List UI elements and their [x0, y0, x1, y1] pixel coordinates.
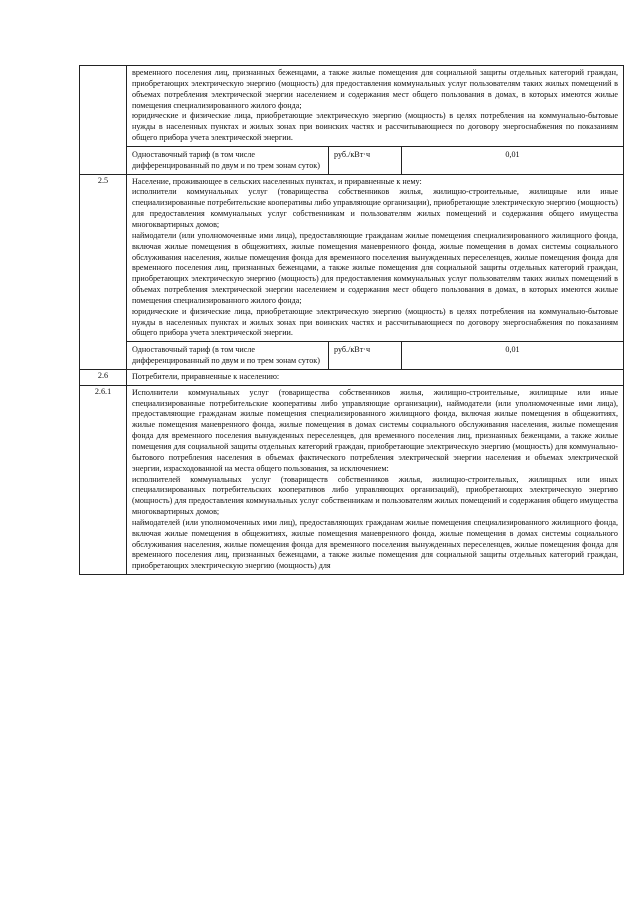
- row-content: [127, 66, 624, 175]
- paragraph: исполнители коммунальных услуг (товарищества собственников жилья, жилищно-строительные, жилищные или иные специализированные потребительские кооперативы либо управляющие организации), приобретающие электрическую энергию (мощность) для предоставления коммунальных услуг собственникам и пользователям жилых помещений и содержания общего имущества многоквартирных домов;: [132, 187, 618, 229]
- paragraph: Население, проживающее в сельских населенных пунктах, и приравненные к нему:: [132, 176, 422, 186]
- tariff-unit: руб./кВт·ч: [329, 342, 402, 369]
- row-content: [127, 174, 624, 369]
- table-row: [80, 174, 624, 369]
- description-text: [127, 66, 623, 146]
- paragraph: юридические и физические лица, приобретающие электрическую энергию (мощность) в целях потребления на коммунально-бытовые нужды в населенных пунктах и жилых зонах при воинских частях и рассчитывающиеся по договору энергоснабжения по показаниям общего прибора учета электрической энергии.: [132, 306, 618, 338]
- tariff-value: 0,01: [402, 342, 624, 369]
- tariff-value: 0,01: [402, 146, 624, 173]
- tariff-name: Одноставочный тариф (в том числе дифференцированный по двум и по трем зонам суток): [127, 146, 329, 173]
- paragraph: наймодатели (или уполномоченные ими лица), предоставляющие гражданам жилые помещения специализированного жилищного фонда, включая жилые помещения в общежитиях, жилые помещения маневренного фонда, жилые помещения в домах системы социального обслуживания населения, жилые помещения фонда для временного поселения вынужденных переселенцев, жилые помещения фонда для временного поселения лиц, признанных беженцами, а также жилые помещения для социальной защиты отдельных категорий граждан, приобретающих электрическую энергию (мощность) для предоставления коммунальных услуг пользователям таких жилых помещений в объемах потребления электрической энергии населением и содержания мест общего пользования в домах, в которых имеются жилые помещения специализированного жилого фонда;: [132, 230, 618, 305]
- tariff-subtable: [127, 146, 623, 174]
- tariff-subtable: [127, 341, 623, 369]
- table-row: [80, 385, 624, 574]
- tariff-table: [79, 65, 624, 575]
- description-text: [127, 175, 623, 342]
- paragraph: исполнителей коммунальных услуг (товариществ собственников жилья, жилищно-строительных, жилищных или иных специализированных потребительских кооперативов либо управляющих организаций), приобретающих электрическую энергию (мощность) для предоставления коммунальных услуг собственникам и пользователям жилых помещений и содержания общего имущества многоквартирных домов;: [132, 474, 618, 517]
- row-number: 2.6: [80, 369, 127, 385]
- row-number: [80, 66, 127, 175]
- tariff-row: [127, 342, 623, 369]
- table-row: [80, 66, 624, 175]
- paragraph: временного поселения лиц, признанных беженцами, а также жилые помещения для социальной защиты отдельных категорий граждан, приобретающих электрическую энергию (мощность) для предоставления коммунальных услуг пользователям таких жилых помещений в объемах потребления электрической энергии населением и содержания мест общего пользования в домах, в которых имеются жилые помещения специализированного жилого фонда;: [132, 68, 618, 110]
- row-content: [127, 385, 624, 574]
- table-row: [80, 369, 624, 385]
- paragraph: Потребители, приравненные к населению:: [132, 371, 280, 381]
- paragraph: Исполнители коммунальных услуг (товарищества собственников жилья, жилищно-строительные, жилищные или иные специализированные потребительские кооперативы либо управляющие организации), наймодатели (или уполномоченные ими лица), предоставляющие гражданам жилые помещения специализированного жилищного фонда, включая жилые помещения в общежитиях, жилые помещения маневренного фонда, жилые помещения в домах системы социального обслуживания населения, жилые помещения фонда для временного поселения вынужденных переселенцев, для временного поселения лиц, признанных беженцами, а также жилые помещения для социальной защиты отдельных категорий граждан, приобретающие электрическую энергию (мощность) для коммунально-бытового потребления населения в объемах фактического потребления электрической энергии населения и объемах электрической энергии, израсходованной на места общего пользования, за исключением:: [132, 387, 618, 473]
- description-text: [127, 370, 623, 385]
- row-number: 2.5: [80, 174, 127, 369]
- row-content: [127, 369, 624, 385]
- paragraph: юридические и физические лица, приобретающие электрическую энергию (мощность) в целях потребления на коммунально-бытовые нужды в населенных пунктах и жилых зонах при воинских частях и рассчитывающиеся по договору энергоснабжения по показаниям общего прибора учета электрической энергии.: [132, 111, 618, 143]
- tariff-unit: руб./кВт·ч: [329, 146, 402, 173]
- tariff-row: [127, 146, 623, 173]
- row-number: 2.6.1: [80, 385, 127, 574]
- paragraph: наймодателей (или уполномоченных ими лиц), предоставляющих гражданам жилые помещения специализированного жилищного фонда, включая жилые помещения в общежитиях, жилые помещения маневренного фонда, жилые помещения в домах системы социального обслуживания населения, жилые помещения фонда для временного поселения вынужденных переселенцев, жилые помещения фонда для временного поселения лиц, признанных беженцами, а также жилые помещения для социальной защиты отдельных категорий граждан, приобретающих электрическую энергию (мощность) для: [132, 517, 618, 571]
- description-text: [127, 386, 623, 574]
- tariff-name: Одноставочный тариф (в том числе дифференцированный по двум и по трем зонам суток): [127, 342, 329, 369]
